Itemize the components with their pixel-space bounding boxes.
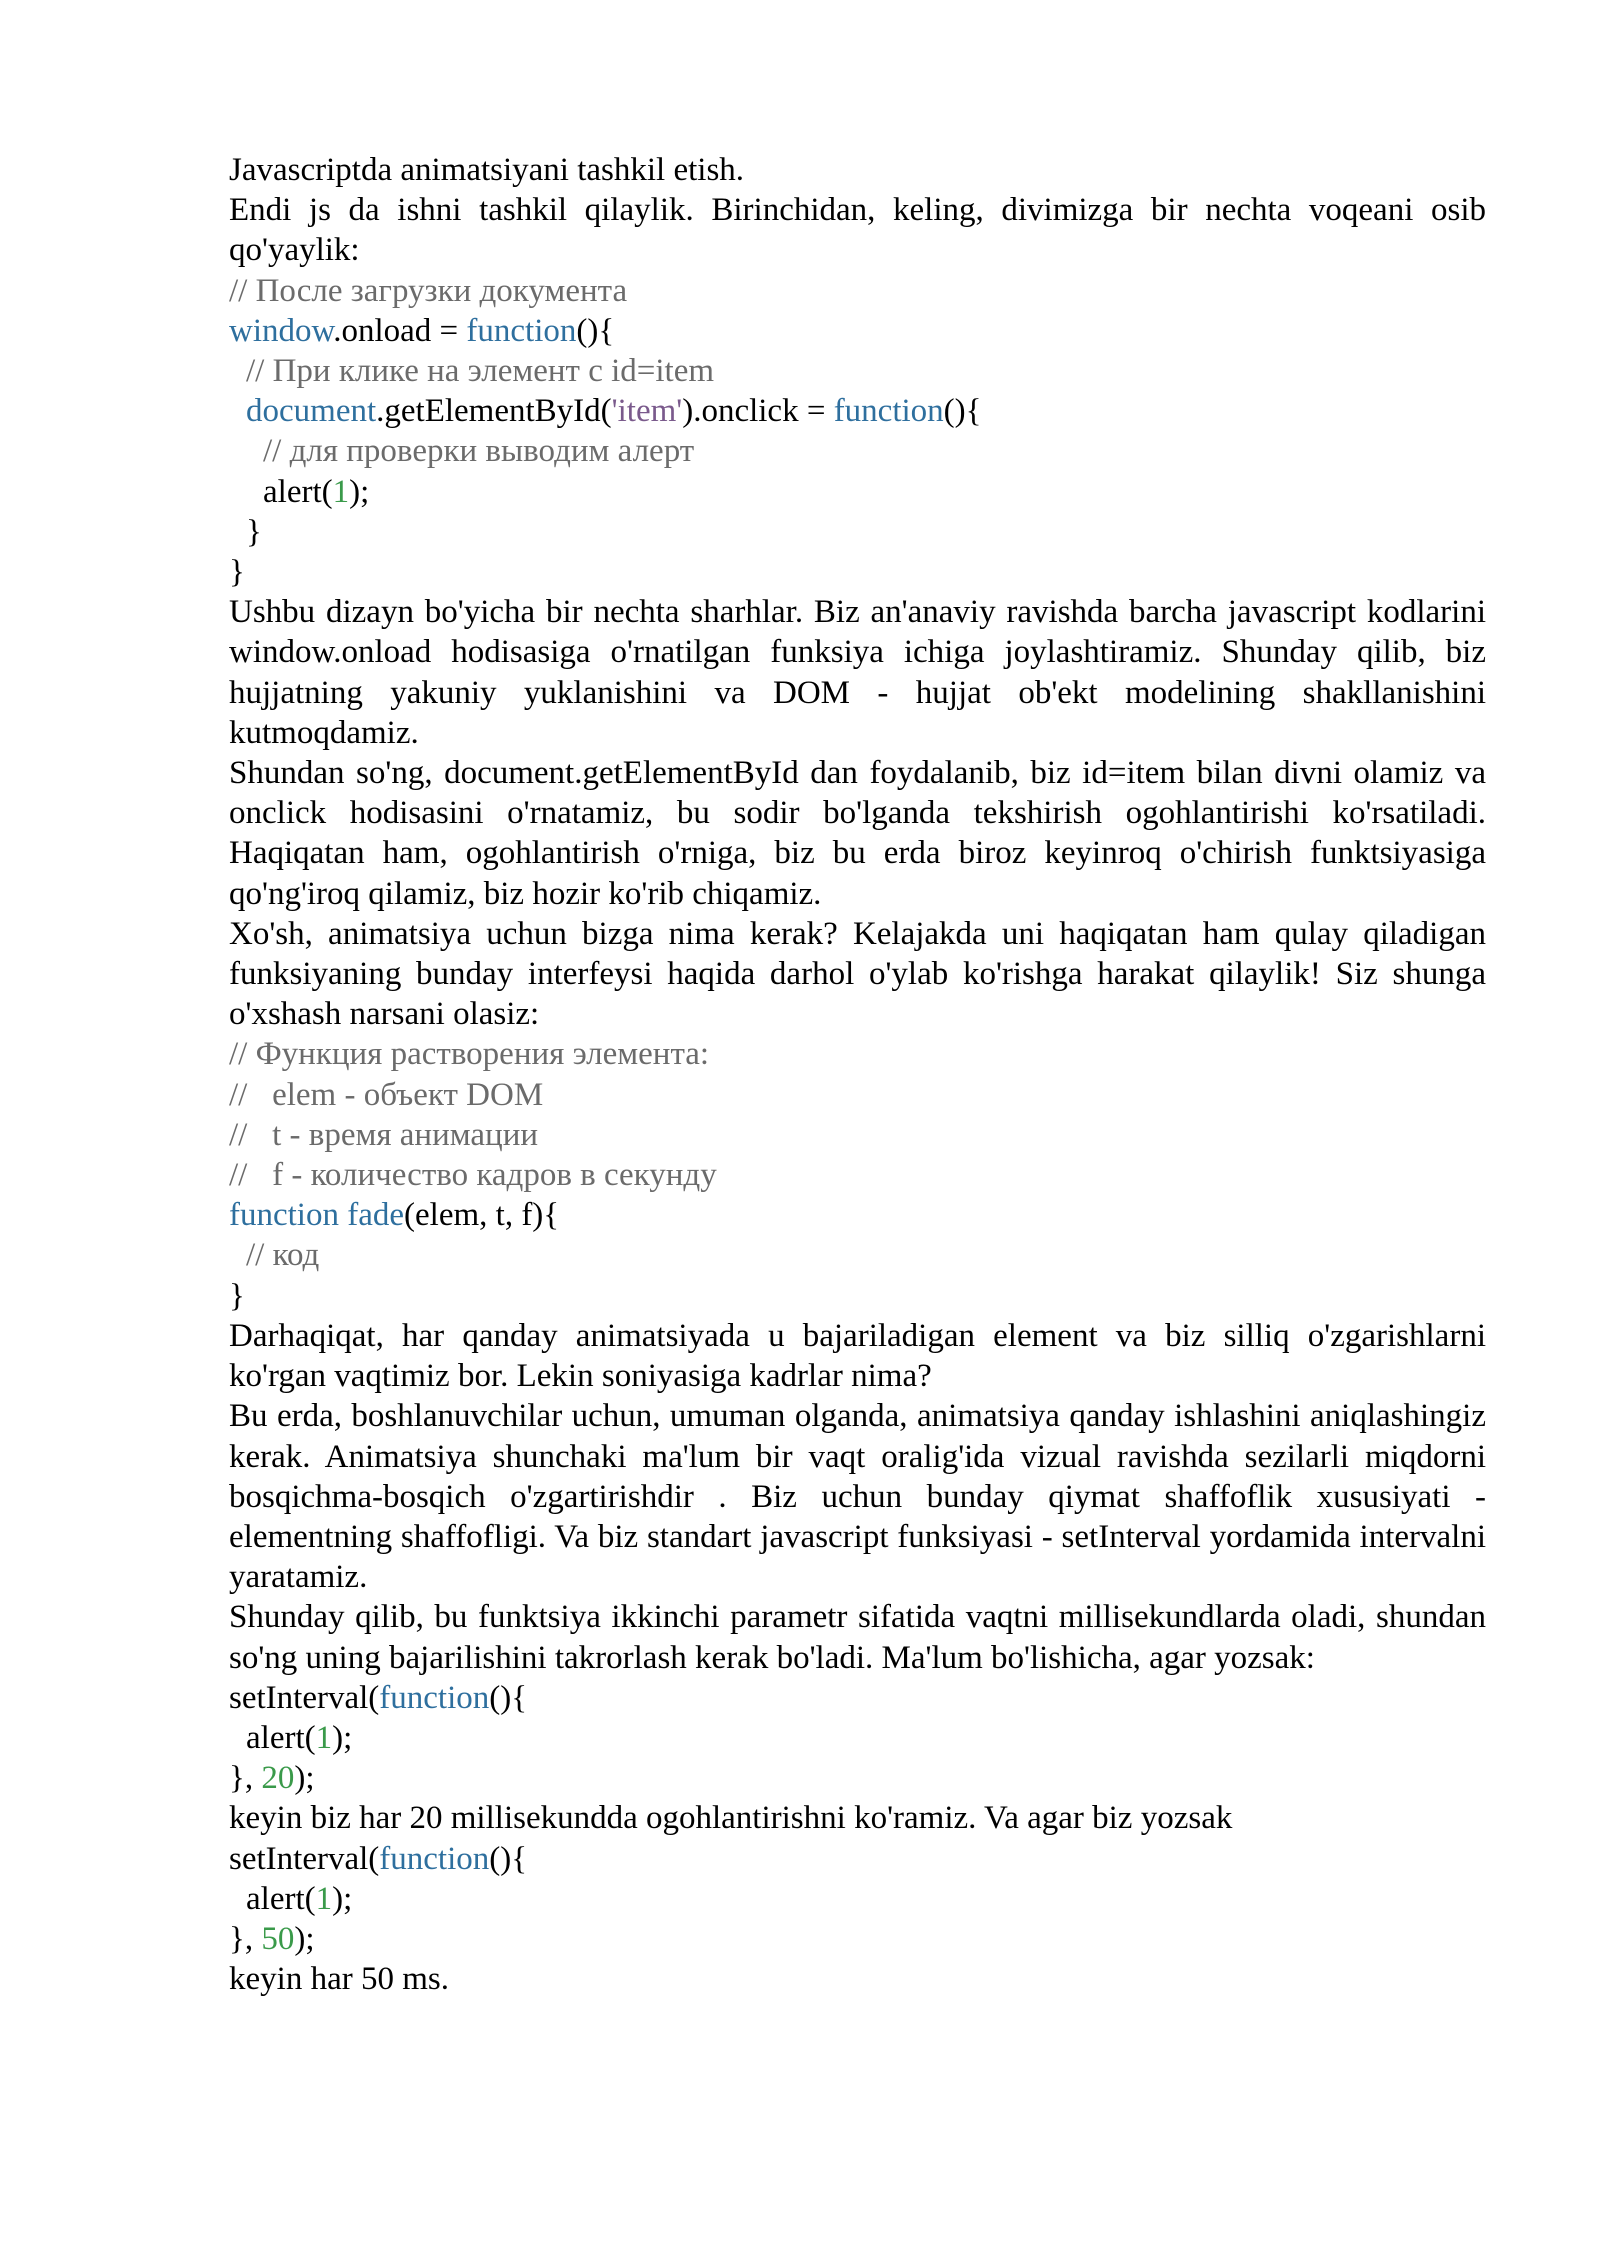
code-comment: // Функция растворения элемента: [229,1036,710,1073]
code-line [229,1919,1486,1959]
body-paragraph: Darhaqiqat, har qanday animatsiyada u bajariladigan element va biz silliq o'zgarishlarni ko'rgan vaqtimiz bor. Lekin soniyasiga kadrlar nima? [229,1317,1486,1395]
code-number: 20 [261,1760,295,1797]
code-text: ); [294,1760,315,1797]
code-line [229,1195,1486,1235]
code-keyword: function [466,312,577,349]
code-line [229,391,1486,431]
code-text: ); [294,1920,315,1957]
code-text: alert( [263,473,333,510]
code-keyword: window [229,312,334,349]
document-page [229,150,1486,1999]
code-comment: // После загрузки документа [229,272,628,309]
code-keyword: function [833,393,944,430]
code-comment: // t - время анимации [229,1116,539,1153]
code-line [229,1839,1486,1879]
code-keyword: function [379,1679,490,1716]
code-comment: // для проверки выводим алерт [263,433,695,470]
document-title: Javascriptda animatsiyani tashkil etish. [229,152,745,188]
code-comment: // elem - объект DOM [229,1076,544,1113]
code-function-name: fade [338,1197,405,1234]
code-text: }, [229,1920,262,1957]
body-paragraph: Shunday qilib, bu funktsiya ikkinchi parametr sifatida vaqtni millisekundlarda oladi, shundan so'ng uning bajarilishini takrorlash kerak bo'ladi. Ma'lum bo'lishicha, agar yozsak: [229,1599,1486,1676]
code-text: ); [332,1719,353,1756]
code-block-interval-50 [229,1839,1486,1960]
code-line: } [229,1277,245,1314]
code-block-fade [229,1034,1486,1315]
body-paragraph: Bu erda, boshlanuvchilar uchun, umuman olganda, animatsiya qanday ishlashini aniqlashingiz kerak. Animatsiya shunchaki ma'lum bir vaqt oralig'ida vizual ravishda sezilarli miqdorni bosqichma-bosqich o'zgartirishdir . Biz uchun bunday qiymat shaffoflik xususiyati - elementning shaffofligi. Va biz standart javascript funksiyasi - setInterval yordamida intervalni yaratamiz. [229,1398,1486,1596]
code-line: } [229,554,245,591]
code-text: ); [332,1880,353,1917]
code-number: 50 [261,1920,295,1957]
intro-paragraph: Endi js da ishni tashkil qilaylik. Birinchidan, keling, divimizga bir nechta voqeani osib qo'yaylik: [229,192,1486,269]
code-text: ).onclick = [682,393,834,430]
code-text: (){ [576,312,615,349]
code-block-interval-20 [229,1678,1486,1799]
code-block-onload [229,271,1486,593]
code-number: 1 [315,1719,333,1756]
body-paragraph: keyin har 50 ms. [229,1961,449,1998]
code-line [229,1718,1486,1758]
code-text: .getElementById( [376,393,612,430]
code-keyword: document [246,393,377,430]
code-string: 'item' [611,393,683,430]
code-text: .onload = [333,312,467,349]
body-paragraph: keyin biz har 20 millisekundda ogohlantirishni ko'ramiz. Va agar biz yozsak [229,1800,1233,1837]
code-text: (){ [489,1679,528,1716]
code-text: (elem, t, f){ [404,1197,560,1234]
body-paragraph: Ushbu dizayn bo'yicha bir nechta sharhlar. Biz an'anaviy ravishda barcha javascript kodlarini window.onload hodisasiga o'rnatilgan funksiya ichiga joylashtiramiz. Shunday qilib, biz hujjatning yakuniy yuklanishini va DOM - hujjat ob'ekt modelining shakllanishini kutmoqdamiz. [229,594,1486,751]
code-keyword: function [229,1197,339,1234]
code-comment: // код [246,1237,320,1274]
code-line: } [246,513,262,550]
code-line [229,472,1486,512]
code-text: setInterval( [229,1679,380,1716]
code-text: alert( [246,1880,316,1917]
code-text: (){ [489,1840,528,1877]
code-number: 1 [332,473,350,510]
body-paragraph: Xo'sh, animatsiya uchun bizga nima kerak? Kelajakda uni haqiqatan ham qulay qiladigan funksiyaning bunday interfeysi haqida darhol o'ylab ko'rishga harakat qilaylik! Siz shunga o'xshash narsani olasiz: [229,915,1486,1033]
code-text: setInterval( [229,1840,380,1877]
code-number: 1 [315,1880,333,1917]
code-text: }, [229,1760,262,1797]
code-text: (){ [943,393,982,430]
code-text: ); [349,473,370,510]
code-text: alert( [246,1719,316,1756]
code-line [229,1678,1486,1718]
body-paragraph: Shundan so'ng, document.getElementById dan foydalanib, biz id=item bilan divni olamiz va onclick hodisasini o'rnatamiz, bu sodir bo'lganda tekshirish ogohlantirishi ko'rsatiladi. Haqiqatan ham, ogohlantirish o'rniga, biz bu erda biroz keyinroq o'chirish funktsiyasiga qo'ng'iroq qilamiz, biz hozir ko'rib chiqamiz. [229,755,1486,912]
code-line [229,311,1486,351]
code-comment: // f - количество кадров в секунду [229,1157,717,1194]
code-line [229,1758,1486,1798]
code-comment: // При клике на элемент с id=item [246,353,715,390]
code-keyword: function [379,1840,490,1877]
code-line [229,1879,1486,1919]
